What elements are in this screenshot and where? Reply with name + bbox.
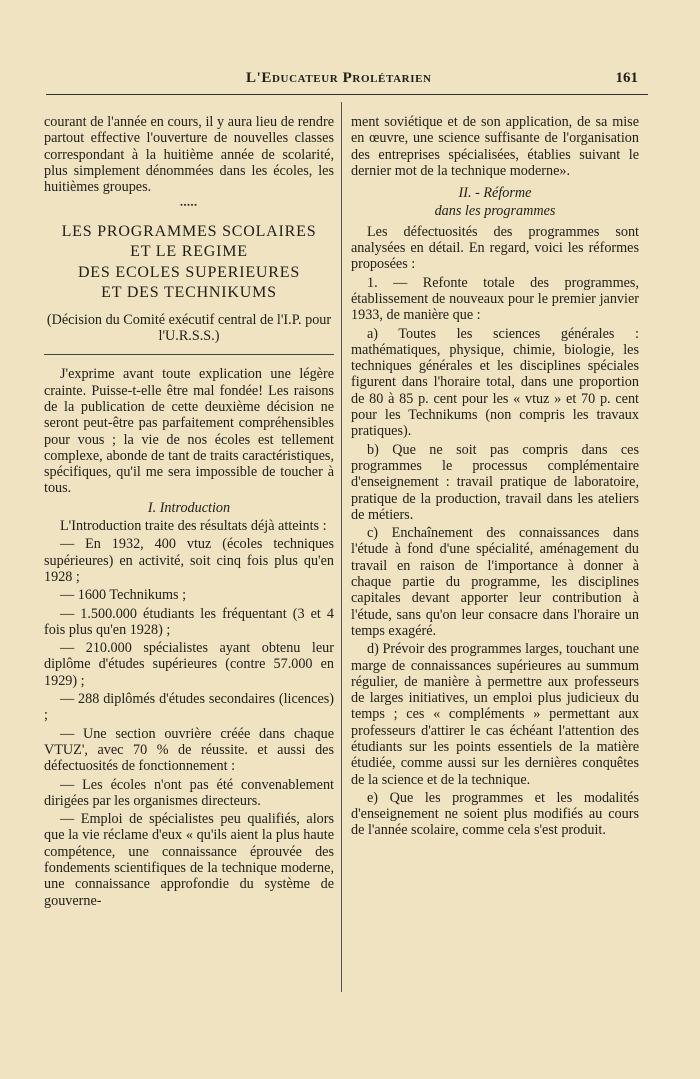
list-item: c) Enchaînement des connaissances dans l'étude à fond d'une spécialité, aménagement du travail en raison de l'importance à donner à chaque partie du programme, les disciplines capitales devant apporter leur contribution à l'étude, sans qu'on leur consacre dans l'horaire un temps exagéré. <box>351 525 639 639</box>
paragraph-continued: ment soviétique et de son application, de sa mise en œuvre, une science suffisante de l'organisation des entreprises spécialisées, établies suivant le dernier mot de la technique moderne». <box>351 114 639 179</box>
list-item: — 288 diplômés d'études secondaires (licences) ; <box>44 691 334 724</box>
ornament-divider: ▪▪▪▪▪ <box>180 201 198 210</box>
list-item: a) Toutes les sciences générales : mathématiques, physique, chimie, biologie, les techniques générales et les disciplines spéciales figurent dans l'horaire total, dans une proportion de 80 à 85 p. cent pour les « vtuz » et 70 p. cent pour les Technikums (non compris les travaux pratiques). <box>351 325 639 440</box>
title-line: ET DES TECHNIKUMS <box>101 284 277 302</box>
title-line: ET LE REGIME <box>130 243 248 261</box>
list-item: — Les écoles n'ont pas été convenablement dirigées par les organismes directeurs. <box>44 776 334 809</box>
title-line: LES PROGRAMMES SCOLAIRES <box>61 222 317 240</box>
list-item: — En 1932, 400 vtuz (écoles techniques supérieures) en activité, soit cinq fois plus qu'en 1928 ; <box>44 536 334 585</box>
list-item: — 210.000 spécialistes ayant obtenu leur diplôme d'études supérieures (contre 57.000 en 1929) ; <box>44 640 334 689</box>
paragraph: 1. — Refonte totale des programmes, établissement de nouveaux pour le premier janvier 1933, de manière que : <box>351 274 639 324</box>
paragraph: L'Introduction traite des résultats déjà atteints : <box>60 518 327 535</box>
page-number: 161 <box>615 70 638 86</box>
list-item: e) Que les programmes et les modalités d'enseignement ne soient plus modifiés au cours de l'année scolaire, comme cela s'est produit. <box>351 789 639 839</box>
title-line: DES ECOLES SUPERIEURES <box>77 263 301 281</box>
running-title: L'Educateur Prolétarien <box>246 70 432 86</box>
list-item: — Une section ouvrière créée dans chaque VTUZ', avec 70 % de réussite. et aussi des défectuosités de fonctionnement : <box>44 725 334 775</box>
right-column <box>351 114 639 841</box>
left-column <box>44 114 334 911</box>
section-heading-introduction: I. Introduction <box>147 499 231 516</box>
column-divider <box>341 102 342 992</box>
list-item: — 1600 Technikums ; <box>60 587 187 604</box>
list-item: — Emploi de spécialistes peu qualifiés, alors que la vie réclame d'eux « qu'ils aient la plus haute compétence, une connaissance éprouvée des fondements scientifiques de la technique moderne, une connaissance approfondie du système de gouverne- <box>44 811 334 909</box>
article-title <box>44 222 334 304</box>
list-item: d) Prévoir des programmes larges, touchant une marge de connaissances supérieures au summum régulier, de manière à permettre aux professeurs de larges initiatives, un emploi plus judicieux du temps ; ces « compléments » permettant aux professeurs d'attirer le cas échéant l'attention des étudiants sur les points essentiels de la matière étudiée, comme aussi sur les dernières conquêtes de la science et de la technique. <box>351 641 639 788</box>
list-item: — 1.500.000 étudiants les fréquentant (3 et 4 fois plus qu'en 1928) ; <box>44 605 334 638</box>
section-heading-reforme: II. - Réforme <box>458 185 532 202</box>
page-header <box>46 66 648 95</box>
decision-note: (Décision du Comité exécutif central de l'I.P. pour l'U.R.S.S.) <box>46 311 332 345</box>
section-subtitle: dans les programmes <box>434 203 556 220</box>
paragraph: Les défectuosités des programmes sont analysées en détail. En regard, voici les réformes proposées : <box>351 223 639 273</box>
paragraph-opening: courant de l'année en cours, il y aura lieu de rendre partout effective l'ouverture de nouvelles classes correspondant à la huitième année de scolarité, plus simplement dénommées dans les écoles, les huitièmes groupes. <box>44 114 334 196</box>
paragraph-intro: J'exprime avant toute explication une légère crainte. Puisse-t-elle être mal fondée! Les raisons de la publication de cette deuxième décision ne seront peut-être pas parfaitement compréhensibles pour vous ; la vie de nos écoles est tellement complexe, abonde de tant de traits caractéristiques, spécifiques, qu'il me sera impossible de toucher à tous. <box>44 366 334 497</box>
list-item: b) Que ne soit pas compris dans ces programmes le processus complémentaire d'enseignement : travail pratique de laboratoire, pratique de la production, travail dans les ateliers de métiers. <box>351 441 639 523</box>
section-rule <box>44 354 334 355</box>
